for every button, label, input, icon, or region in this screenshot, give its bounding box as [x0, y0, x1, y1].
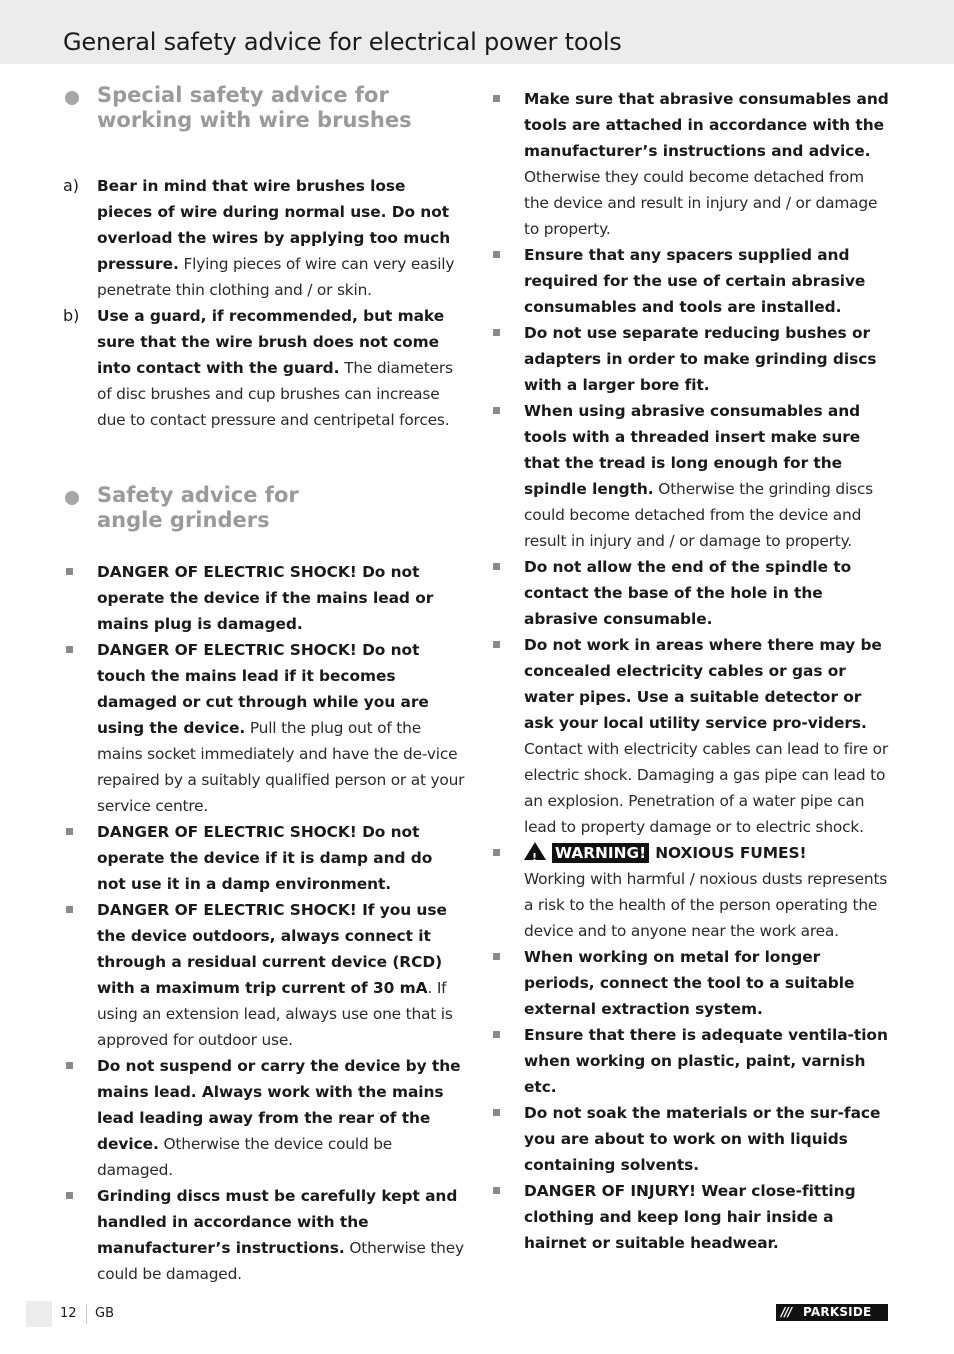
item-bold-text: DANGER OF INJURY! Wear close-fitting clothing and keep long hair inside a hairnet or suitable headwear. [524, 1182, 856, 1252]
brand-slashes: /// [781, 1305, 792, 1319]
warning-list-item [490, 840, 892, 944]
right-column [490, 86, 892, 1256]
square-bullet-icon [493, 1187, 500, 1194]
page-title: General safety advice for electrical power tools [63, 28, 622, 56]
item-bold-text: Ensure that any spacers supplied and required for the use of certain abrasive consumables and tools are installed. [524, 246, 866, 316]
list-item [63, 559, 465, 637]
item-text: Contact with electricity cables can lead to fire or electric shock. Damaging a gas pipe can lead to an explosion. Penetration of a water pipe can lead to property damage or to electric shock. [524, 740, 889, 836]
page-number: 12 [60, 1306, 77, 1321]
item-bold-text: Do not use separate reducing bushes or adapters in order to make grinding discs with a larger bore fit. [524, 324, 877, 394]
item-bold-text: DANGER OF ELECTRIC SHOCK! If you use the device outdoors, always connect it through a residual current device (RCD) with a maximum trip current of 30 mA [97, 901, 447, 997]
list-item [63, 173, 465, 303]
item-marker: b) [63, 306, 80, 325]
item-text: Otherwise they could be damaged. [97, 1239, 464, 1283]
item-bold-text: Make sure that abrasive consumables and tools are attached in accordance with the manufacturer’s instructions and advice. [524, 90, 889, 160]
circle-bullet-icon [65, 491, 79, 505]
item-text: The diameters of disc brushes and cup brushes can increase due to contact pressure and centripetal forces. [97, 359, 453, 429]
footer-divider [86, 1304, 87, 1324]
item-bold-text: NOXIOUS FUMES! [655, 844, 807, 862]
list-item [490, 398, 892, 554]
list-item [490, 1100, 892, 1178]
list-item [63, 897, 465, 1053]
square-bullet-icon [66, 1192, 73, 1199]
list-item [63, 1053, 465, 1183]
item-marker: a) [63, 176, 80, 195]
item-bold-text: When using abrasive consumables and tools with a threaded insert make sure that the tread is long enough for the spindle length. [524, 402, 861, 498]
item-text: Working with harmful / noxious dusts represents a risk to the health of the person operating the device and to anyone near the work area. [524, 870, 888, 940]
list-item [490, 242, 892, 320]
square-bullet-icon [493, 1109, 500, 1116]
item-bold-text: Do not soak the materials or the sur-face you are about to work on with liquids containing solvents. [524, 1104, 881, 1174]
item-bold-text: Ensure that there is adequate ventila-tion when working on plastic, paint, varnish etc. [524, 1026, 888, 1096]
square-bullet-icon [493, 953, 500, 960]
square-bullet-icon [493, 641, 500, 648]
left-column [63, 83, 465, 1287]
list-item [63, 303, 465, 433]
item-text: Otherwise the device could be damaged. [97, 1135, 393, 1179]
list-item [490, 632, 892, 840]
square-bullet-icon [493, 251, 500, 258]
page-header [0, 0, 954, 64]
item-bold-text: DANGER OF ELECTRIC SHOCK! Do not operate the device if the mains lead or mains plug is damaged. [97, 563, 434, 633]
section-title-line: Safety advice for [97, 483, 299, 507]
list-item [490, 320, 892, 398]
item-bold-text: Grinding discs must be carefully kept and handled in accordance with the manufacturer’s instructions. [97, 1187, 458, 1257]
item-text: . If using an extension lead, always use one that is approved for outdoor use. [97, 979, 453, 1049]
square-bullet-icon [493, 329, 500, 336]
warning-badge: WARNING! [552, 843, 649, 863]
brand-name: PARKSIDE [803, 1305, 872, 1319]
section-heading-angle-grinders [63, 483, 465, 533]
item-bold-text: When working on metal for longer periods, connect the tool to a suitable external extraction system. [524, 948, 855, 1018]
item-bold-text: Bear in mind that wire brushes lose pieces of wire during normal use. Do not overload the wires by applying too much pressure. [97, 177, 451, 273]
footer-box [26, 1301, 52, 1327]
brand-logo [776, 1304, 888, 1321]
item-bold-text: Use a guard, if recommended, but make sure that the wire brush does not come into contact with the guard. [97, 307, 445, 377]
item-bold-text: DANGER OF ELECTRIC SHOCK! Do not touch the mains lead if it becomes damaged or cut through while you are using the device. [97, 641, 429, 737]
section-title-line: Special safety advice for [97, 83, 389, 107]
section-title-line: angle grinders [97, 508, 270, 532]
list-item [490, 554, 892, 632]
item-text: Otherwise they could become detached from the device and result in injury and / or damage to property. [524, 168, 878, 238]
list-item [490, 944, 892, 1022]
circle-bullet-icon [65, 91, 79, 105]
item-text: Pull the plug out of the mains socket immediately and have the de-vice repaired by a suitably qualified person or at your service centre. [97, 719, 465, 815]
item-text: Flying pieces of wire can very easily penetrate thin clothing and / or skin. [97, 255, 455, 299]
square-bullet-icon [66, 646, 73, 653]
square-bullet-icon [493, 407, 500, 414]
item-bold-text: Do not allow the end of the spindle to contact the base of the hole in the abrasive consumable. [524, 558, 852, 628]
list-item [63, 1183, 465, 1287]
section-heading-wire-brushes [63, 83, 465, 133]
list-item [490, 1178, 892, 1256]
list-item [63, 819, 465, 897]
square-bullet-icon [66, 1062, 73, 1069]
square-bullet-icon [493, 849, 500, 856]
list-item [63, 637, 465, 819]
square-bullet-icon [493, 1031, 500, 1038]
square-bullet-icon [66, 568, 73, 575]
item-bold-text: Do not work in areas where there may be concealed electricity cables or gas or water pipes. Use a suitable detector or ask your local utility service pro-viders. [524, 636, 882, 732]
square-bullet-icon [493, 563, 500, 570]
list-item [490, 1022, 892, 1100]
square-bullet-icon [493, 95, 500, 102]
list-item [490, 86, 892, 242]
warning-triangle-icon [524, 842, 546, 860]
square-bullet-icon [66, 906, 73, 913]
item-text: Otherwise the grinding discs could become detached from the device and result in injury and / or damage to property. [524, 480, 873, 550]
item-bold-text: Do not suspend or carry the device by the mains lead. Always work with the mains lead leading away from the rear of the device. [97, 1057, 461, 1153]
item-bold-text: DANGER OF ELECTRIC SHOCK! Do not operate the device if it is damp and do not use it in a damp environment. [97, 823, 433, 893]
language-code: GB [95, 1306, 114, 1321]
square-bullet-icon [66, 828, 73, 835]
section-title-line: working with wire brushes [97, 108, 412, 132]
